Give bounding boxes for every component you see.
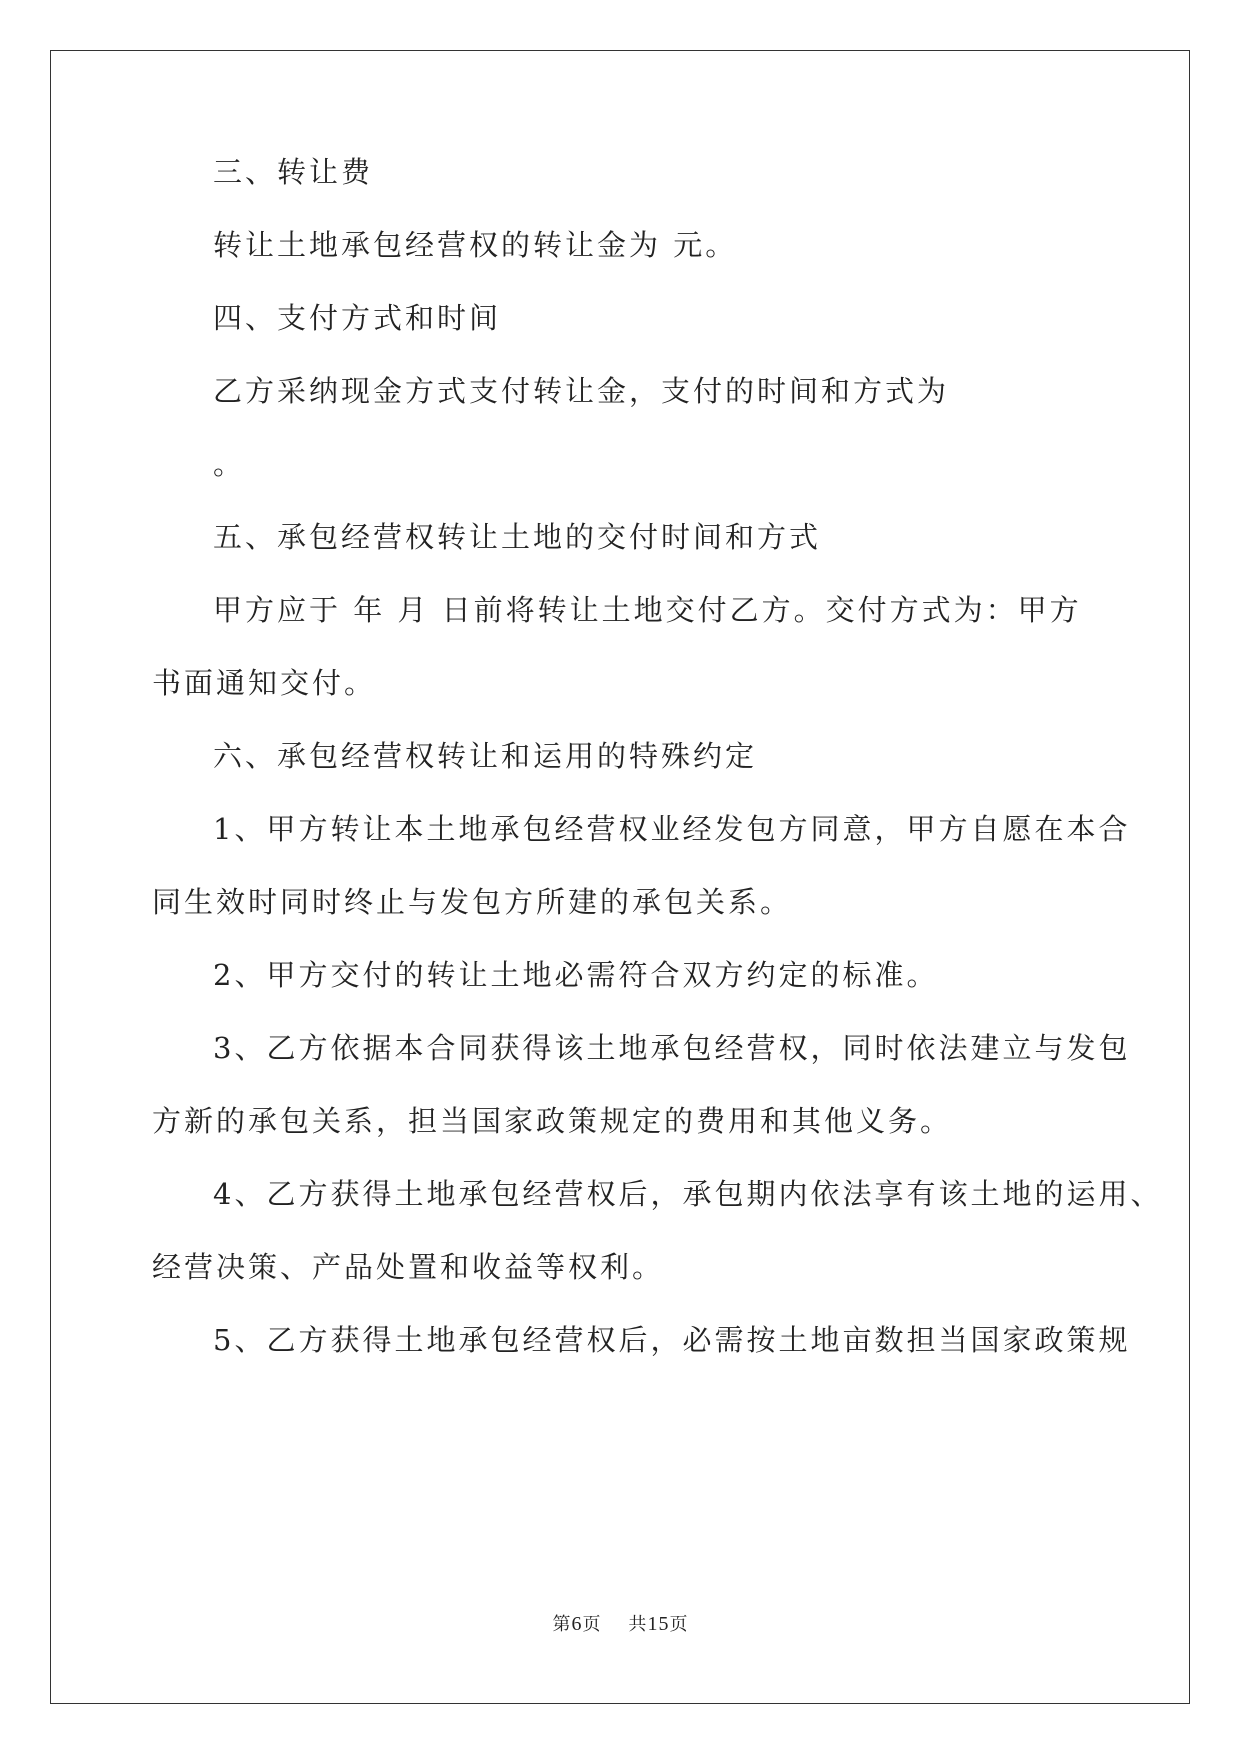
section-heading-transfer-fee: 三、转让费 — [213, 155, 374, 189]
clause-4-line: 经营决策、产品处置和收益等权利。 — [152, 1250, 665, 1284]
section-heading-payment: 四、支付方式和时间 — [213, 301, 502, 335]
clause-3-line: 3、乙方依据本合同获得该土地承包经营权，同时依法建立与发包 — [213, 1031, 1131, 1065]
section-heading-delivery: 五、承包经营权转让土地的交付时间和方式 — [213, 520, 822, 554]
clause-5-line: 5、乙方获得土地承包经营权后，必需按土地亩数担当国家政策规 — [213, 1323, 1131, 1357]
clause-3-line: 方新的承包关系，担当国家政策规定的费用和其他义务。 — [152, 1104, 953, 1138]
clause-1-line: 同生效时同时终止与发包方所建的承包关系。 — [152, 885, 793, 919]
paragraph-line: 转让土地承包经营权的转让金为 元。 — [213, 228, 738, 262]
clause-2-line: 2、甲方交付的转让土地必需符合双方约定的标准。 — [213, 958, 939, 992]
page-number-footer — [0, 1612, 1241, 1637]
paragraph-line: 。 — [213, 447, 246, 481]
paragraph-line: 乙方采纳现金方式支付转让金，支付的时间和方式为 — [213, 374, 950, 408]
page-suffix: 页 — [669, 1614, 689, 1635]
page-total: 15 — [647, 1613, 670, 1635]
clause-4-line: 4、乙方获得土地承包经营权后，承包期内依法享有该土地的运用、 — [213, 1177, 1163, 1211]
paragraph-line: 甲方应于 年 月 日前将转让土地交付乙方。交付方式为：甲方 — [213, 593, 1082, 627]
paragraph-line: 书面通知交付。 — [152, 666, 377, 700]
page-mid: 页 共 — [582, 1614, 648, 1635]
clause-1-line: 1、甲方转让本土地承包经营权业经发包方同意，甲方自愿在本合 — [213, 812, 1131, 846]
page-prefix: 第 — [552, 1614, 572, 1635]
section-heading-special-terms: 六、承包经营权转让和运用的特殊约定 — [213, 739, 758, 773]
page-current: 6 — [571, 1613, 583, 1635]
